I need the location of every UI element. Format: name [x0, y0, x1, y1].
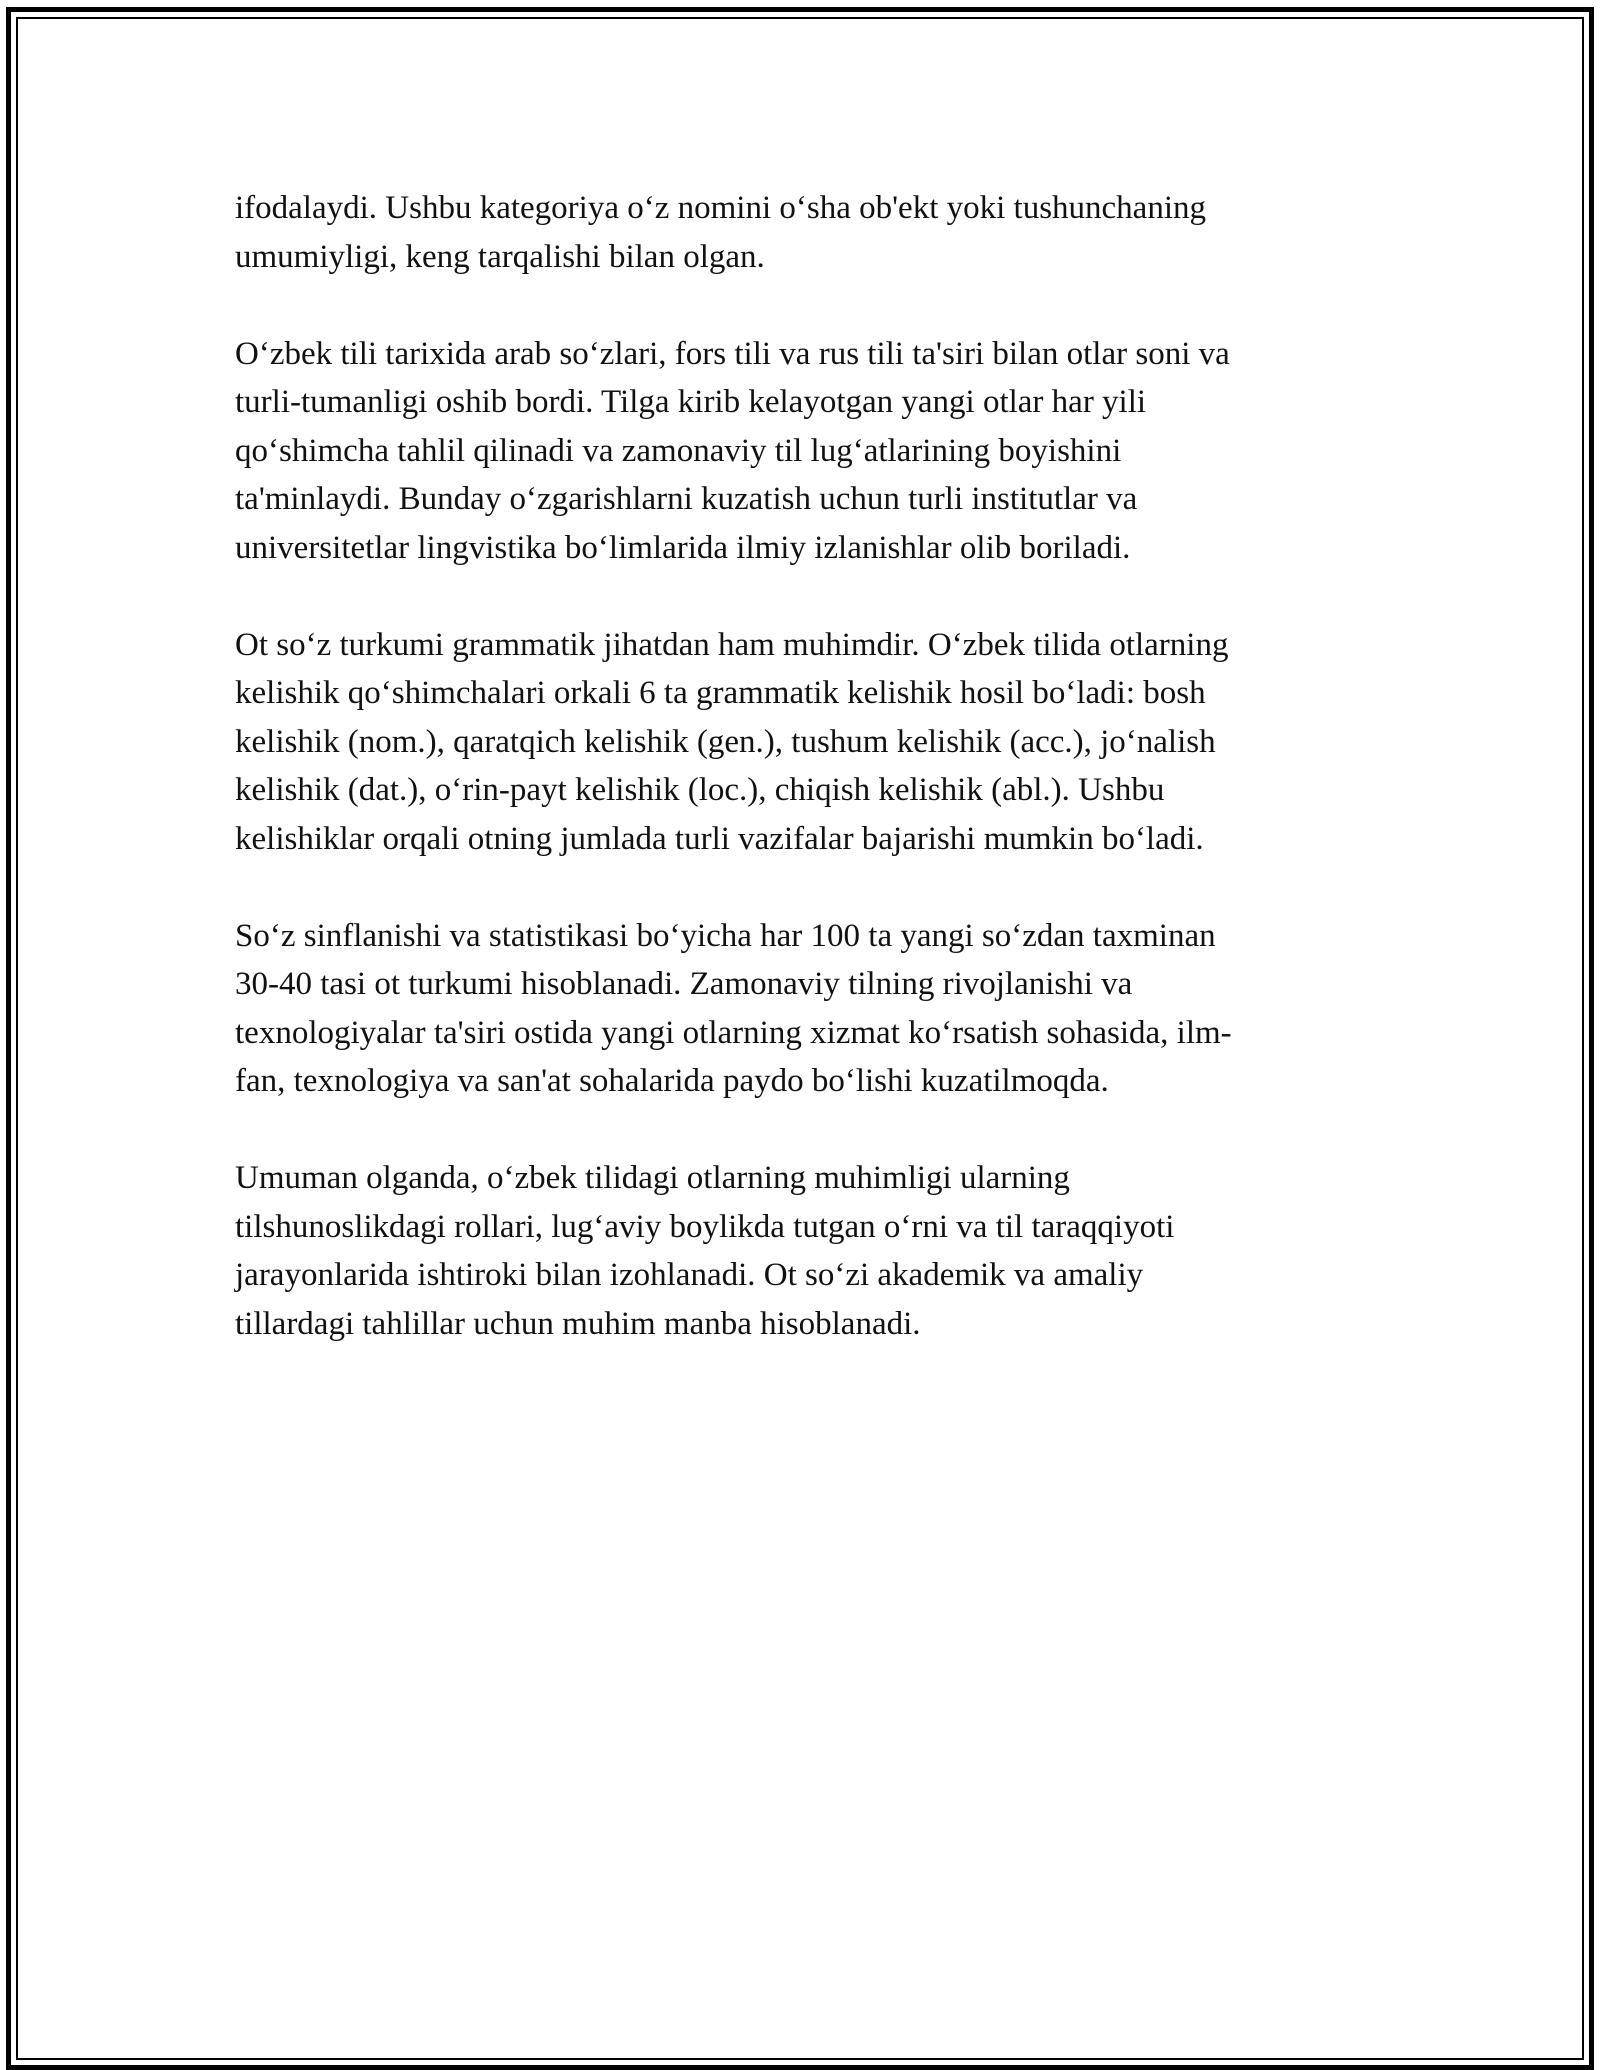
- paragraph-conclusion: Umuman olganda, o‘zbek tilidagi otlarning muhimligi ularning tilshunoslikdagi rollari, lug‘aviy boylikda tutgan o‘rni va til taraqqiyoti jarayonlarida ishtiroki bilan izohlanadi. Ot so‘zi akademik va amaliy tillardagi tahlillar uchun muhim manba hisoblanadi.: [235, 1160, 1175, 1342]
- paragraph-case-category: ifodalaydi. Ushbu kategoriya o‘z nomini o‘sha ob'ekt yoki tushunchaning umumiyligi, keng tarqalishi bilan olgan.: [235, 190, 1207, 275]
- paragraph-grammar-cases: Ot so‘z turkumi grammatik jihatdan ham muhimdir. O‘zbek tilida otlarning kelishik qo‘shimchalari orkali 6 ta grammatik kelishik hosil bo‘ladi: bosh kelishik (nom.), qaratqich kelishik (gen.), tushum kelishik (acc.), jo‘nalish kelishik (dat.), o‘rin-payt kelishik (loc.), chiqish kelishik (abl.). Ushbu kelishiklar orqali otning jumlada turli vazifalar bajarishi mumkin bo‘ladi.: [235, 626, 1229, 857]
- paragraph-statistics: So‘z sinflanishi va statistikasi bo‘yicha har 100 ta yangi so‘zdan taxminan 30-40 tasi ot turkumi hisoblanadi. Zamonaviy tilning rivojlanishi va texnologiyalar ta'siri ostida yangi otlarning xizmat ko‘rsatish sohasida, ilm- fan, texnologiya va san'at sohalarida paydo bo‘lishi kuzatilmoqda.: [235, 917, 1232, 1099]
- paragraph-history: O‘zbek tili tarixida arab so‘zlari, fors tili va rus tili ta'siri bilan otlar soni va turli-tumanligi oshib bordi. Tilga kirib kelayotgan yangi otlar har yili qo‘shimcha tahlil qilinadi va zamonaviy til lug‘atlarining boyishini ta'minlaydi. Bunday o‘zgarishlarni kuzatish uchun turli institutlar va universitetlar lingvistika bo‘limlarida ilmiy izlanishlar olib boriladi.: [235, 335, 1230, 566]
- document-body: [235, 184, 1355, 1397]
